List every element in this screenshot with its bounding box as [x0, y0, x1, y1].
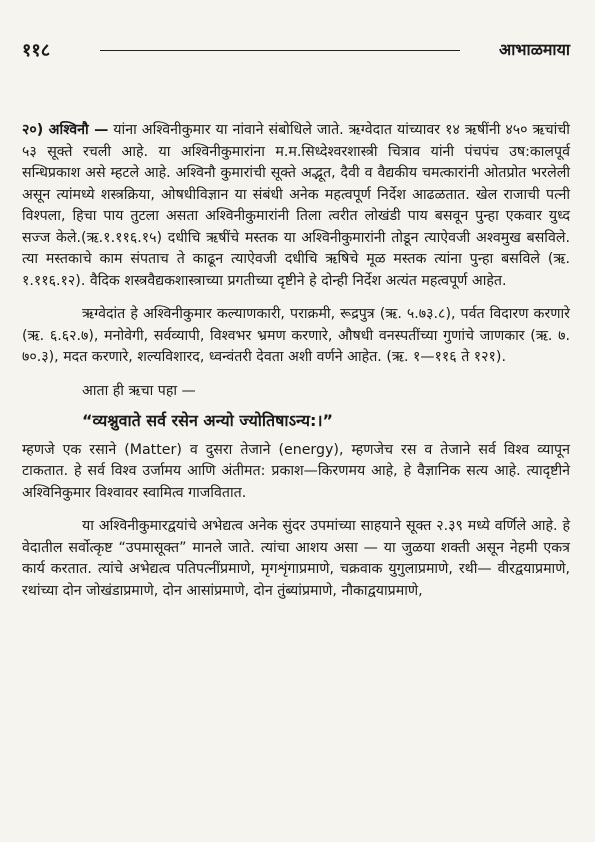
paragraph-text: यांना अश्विनीकुमार या नांवाने संबोधिले जाते. ऋग्वेदात यांच्यावर १४ ऋषींनी ४५० ऋचांची ५३ सूक्ते रचली आहे. या अश्विनीकुमारांना म.म.सिध्देश्वरशास्त्री चित्राव यांनी पंचपंच उष:कालपूर्व सन्धिप्रकाश असे म्हटले आहे. अश्विनौ कुमारांची सूक्ते अद्भूत, दैवी व वैद्यकीय चमत्कारांनी ओतप्रोत भरलेली असून त्यांमध्ये शस्त्रक्रिया, ओषधीविज्ञान या संबंधी अनेक महत्वपूर्ण निर्देश आढळतात. खेल राजाची पत्नी विश्पला, हिचा पाय तुटला असता अश्विनीकुमारांनी तिला त्वरीत लोखंडी पाय बसवून पुन्हा एकवार युध्द सज्ज केले.(ऋ.१.११६.१५) दधीचि ऋषींचे मस्तक या अश्विनीकुमारांनी तोडून त्याऐवजी अश्वमुख बसविले. त्या मस्तकाचे काम संपताच ते काढून त्याऐवजी दधीचि ऋषिचे मूळ मस्तक त्यांना पुन्हा बसविले (ऋ. १.११६.१२). वैदिक शस्त्रवैद्यकशास्त्राच्या प्रगतीच्या दृष्टीने हे दोन्ही निर्देश अत्यंत महत्वपूर्ण आहेत. — [22, 122, 570, 289]
section-lead: २०) अश्विनौ — — [22, 122, 109, 138]
page-body — [22, 120, 570, 602]
header-rule — [100, 50, 460, 51]
paragraph-upamasukta: या अश्विनीकुमारद्वयांचे अभेद्यत्व अनेक सुंदर उपमांच्या साहयाने सूक्त २.३९ मध्ये वर्णिले आहे. हे वेदातील सर्वोत्कृष्ट “उपमासूक्त” मानले जाते. त्यांचा आशय असा — या जुळया शक्ती असून नेहमी एकत्र कार्य करतात. त्यांचे अभेद्यत्व पतिपत्नींप्रमाणे, मृगशृंगाप्रमाणे, चक्रवाक युगुलाप्रमाणे, रथी— वीरद्वयाप्रमाणे, रथांच्या दोन जोखंडाप्रमाणे, दोन आसांप्रमाणे, दोन तुंब्यांप्रमाणे, नौकाद्वयाप्रमाणे, — [22, 518, 570, 599]
paragraph-ashwinau — [22, 120, 570, 292]
page-header — [22, 38, 570, 62]
verse-quote: “व्यश्नुवाते सर्व रसेन अन्यो ज्योतिषाऽन्य:।” — [82, 411, 334, 430]
paragraph-rigveda-descriptions: ऋग्वेदांत हे अश्विनीकुमार कल्याणकारी, पराक्रमी, रूद्रपुत्र (ऋ. ५.७३.८), पर्वत विदारण करणारे (ऋ. ६.६२.७), मनोवेगी, सर्वव्यापी, विश्वभर भ्रमण करणारे, औषधी वनस्पतींच्या गुणांचे जाणकार (ऋ. ७. ७०.३), मदत करणारे, शल्यविशारद, ध्वन्वंतरी देवता अशी वर्णने आहेत. (ऋ. १—११६ ते १२१). — [22, 306, 570, 365]
paragraph-verse-meaning: म्हणजे एक रसाने (Matter) व दुसरा तेजाने (energy), म्हणजेच रस व तेजाने सर्व विश्व व्यापून टाकतात. हे सर्व विश्व उर्जामय आणि अंतीमत: प्रकाश—किरणमय आहे, हे वैज्ञानिक सत्य आहे. त्यादृष्टीने अश्विनिकुमार विश्वावर स्वामित्व गाजवितात. — [22, 441, 570, 501]
page-number: ११८ — [22, 40, 51, 61]
running-title: आभाळमाया — [498, 40, 570, 59]
paragraph-intro-verse: आता ही ऋचा पहा — — [82, 382, 196, 399]
